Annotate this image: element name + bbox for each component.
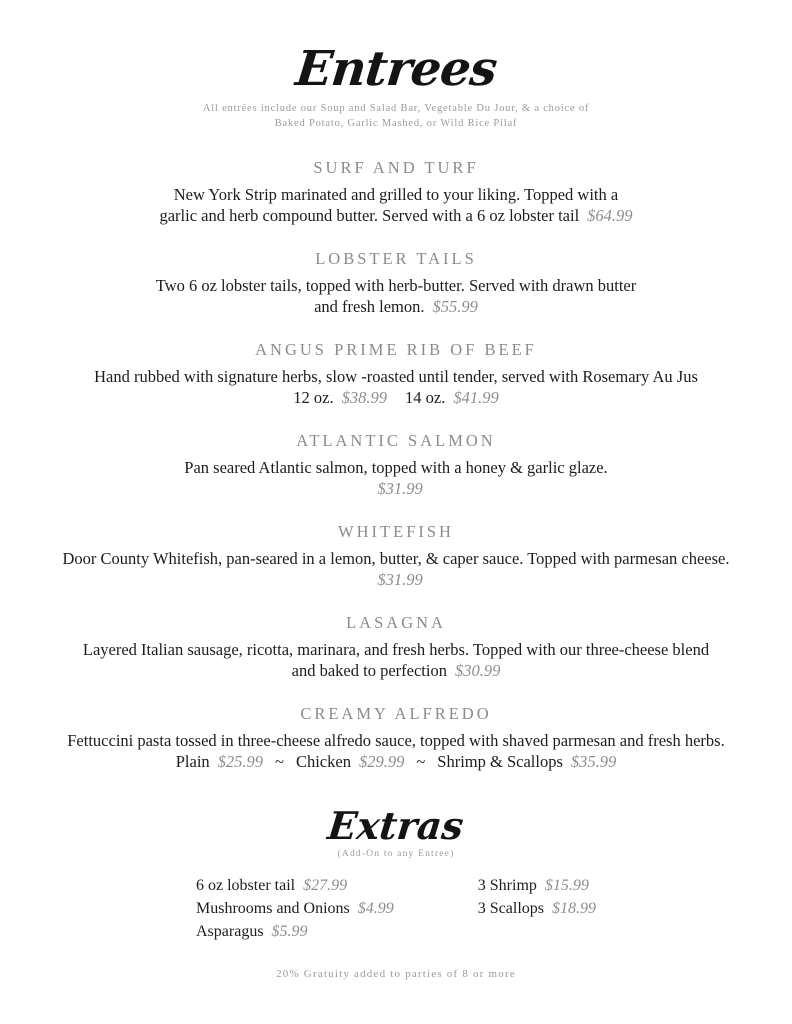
extra-item-price: $4.99 <box>357 900 394 917</box>
gratuity-note: 20% Gratuity added to parties of 8 or more <box>276 968 516 980</box>
dish-price: $41.99 <box>453 388 499 407</box>
extra-item-name: Asparagus <box>196 923 264 940</box>
extra-item-price: $15.99 <box>544 877 589 894</box>
description-text: Pan seared Atlantic salmon, topped with a honey & garlic glaze. <box>184 458 608 477</box>
dish-description-line <box>16 457 776 478</box>
description-text: 14 oz. <box>405 388 446 407</box>
dish-description-line <box>16 387 776 408</box>
dish-price: $25.99 <box>217 752 264 771</box>
dish-description-line <box>16 275 776 296</box>
dish-price: $31.99 <box>377 570 423 589</box>
dish-description-line <box>16 660 776 681</box>
extra-item-name: 3 Shrimp <box>477 877 537 894</box>
dish-description-line <box>16 366 776 387</box>
dish-description-line <box>16 478 776 499</box>
extra-item-name: Mushrooms and Onions <box>196 900 350 917</box>
dish-name: LOBSTER TAILS <box>315 249 477 268</box>
extra-item-name: 3 Scallops <box>477 900 544 917</box>
option-separator: ~ <box>275 752 284 771</box>
dish-name: WHITEFISH <box>338 522 454 541</box>
dish-price: $29.99 <box>358 752 405 771</box>
description-text: garlic and herb compound butter. Served with a 6 oz lobster tail <box>159 206 580 225</box>
dish-description-line <box>16 751 776 772</box>
dish-name: ATLANTIC SALMON <box>296 431 496 450</box>
menu-section-lobster-tails <box>16 248 776 317</box>
entrees-title: Entrees <box>293 41 499 97</box>
description-text: Shrimp & Scallops <box>437 752 563 771</box>
extra-item <box>196 920 394 943</box>
description-text: Chicken <box>295 752 351 771</box>
entrees-subtitle <box>16 101 776 131</box>
extras-section <box>16 804 776 943</box>
description-text: New York Strip marinated and grilled to your liking. Topped with a <box>173 185 619 204</box>
menu-section-surf-and-turf <box>16 157 776 226</box>
extras-subtitle: (Add-On to any Entree) <box>337 849 455 859</box>
dish-price: $64.99 <box>587 206 633 225</box>
extra-item-price: $27.99 <box>303 877 348 894</box>
description-text: Hand rubbed with signature herbs, slow -roasted until tender, served with Rosemary Au Jus <box>94 367 698 386</box>
dish-price: $35.99 <box>570 752 617 771</box>
dish-description-line <box>16 184 776 205</box>
extra-item <box>196 897 394 920</box>
extras-column-1 <box>196 874 394 943</box>
description-text: Layered Italian sausage, ricotta, marinara, and fresh herbs. Topped with our three-cheese blend <box>82 640 710 659</box>
menu-section-atlantic-salmon <box>16 430 776 499</box>
dish-name: ANGUS PRIME RIB OF BEEF <box>255 340 537 359</box>
dish-price: $55.99 <box>432 297 478 316</box>
extra-item <box>196 874 394 897</box>
description-text: Door County Whitefish, pan-seared in a lemon, butter, & caper sauce. Topped with parmesan cheese. <box>62 549 730 568</box>
menu-section-lasagna <box>16 612 776 681</box>
dish-price: $38.99 <box>341 388 387 407</box>
description-text: Fettuccini pasta tossed in three-cheese alfredo sauce, topped with shaved parmesan and fresh herbs. <box>67 731 725 750</box>
extra-item-price: $5.99 <box>271 923 308 940</box>
dish-name: LASAGNA <box>346 613 446 632</box>
extra-item <box>478 897 596 920</box>
option-separator: ~ <box>416 752 426 771</box>
extras-column-2 <box>478 874 596 943</box>
dish-description-line <box>16 639 776 660</box>
description-text: and fresh lemon. <box>314 297 425 316</box>
description-text: Plain <box>175 752 210 771</box>
dish-description-line <box>16 548 776 569</box>
entrees-subtitle-line1: All entrées include our Soup and Salad Bar, Vegetable Du Jour, & a choice of <box>202 103 590 114</box>
entrees-subtitle-line2: Baked Potato, Garlic Mashed, or Wild Rice Pilaf <box>274 118 518 129</box>
dish-name: SURF AND TURF <box>313 158 479 177</box>
dish-description-line <box>16 296 776 317</box>
entree-sections <box>16 157 776 772</box>
extra-item <box>478 874 596 897</box>
menu-section-angus-prime-rib-of-beef <box>16 339 776 408</box>
extra-item-price: $18.99 <box>552 900 596 917</box>
entrees-header <box>16 42 776 131</box>
dish-price: $31.99 <box>377 479 423 498</box>
extra-item-name: 6 oz lobster tail <box>196 877 296 894</box>
extras-title: Extras <box>326 803 467 848</box>
menu-section-creamy-alfredo <box>16 703 776 772</box>
description-text: 12 oz. <box>293 388 334 407</box>
dish-description-line <box>16 205 776 226</box>
dish-name: CREAMY ALFREDO <box>300 704 492 723</box>
description-text: and baked to perfection <box>291 661 447 680</box>
extras-columns <box>16 874 776 943</box>
menu-section-whitefish <box>16 521 776 590</box>
dish-description-line <box>16 569 776 590</box>
dish-description-line <box>16 730 776 751</box>
dish-price: $30.99 <box>454 661 501 680</box>
description-text: Two 6 oz lobster tails, topped with herb-butter. Served with drawn butter <box>155 276 637 295</box>
